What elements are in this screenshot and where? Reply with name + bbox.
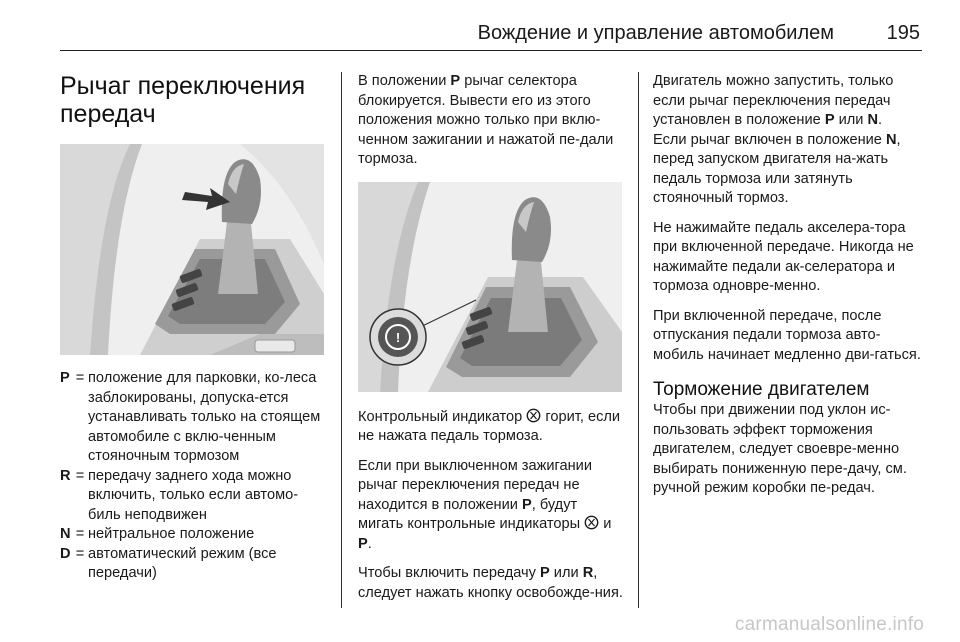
column-divider-2 — [638, 72, 639, 608]
gear-positions-list — [60, 369, 325, 584]
paragraph: В положении P рычаг селектора блокируется. Вывести его из этого положения можно только при вклю-ченном зажигании и нажатой пе-дали тормоза. — [358, 73, 614, 167]
gear-item-r: R = передачу заднего хода можно включить, только если автомо-биль неподвижен — [60, 467, 299, 523]
section-heading: Рычаг переключения передач — [60, 72, 306, 128]
brake-pedal-indicator-icon — [584, 515, 599, 530]
paragraph: Контрольный индикатор горит, если не нажата педаль тормоза. — [358, 408, 621, 444]
page-header — [60, 14, 922, 51]
chapter-title: Вождение и управление автомобилем — [477, 22, 834, 44]
column-1 — [60, 72, 325, 584]
paragraph: Если при выключенном зажигании рычаг переключения передач не находится в положении P, будут мигать контрольные индикаторы и P. — [358, 457, 612, 552]
paragraph: Двигатель можно запустить, только если рычаг переключения передач установлен в положение P или N. — [653, 73, 894, 128]
svg-text:!: ! — [395, 329, 401, 345]
watermark: carmanualsonline.info — [734, 614, 924, 635]
column-divider-1 — [341, 72, 342, 608]
paragraph: При включенной передаче, после отпускания педали тормоза авто-мобиль начинает медленно дви-гаться. — [653, 307, 921, 363]
paragraph: Не нажимайте педаль акселера-тора при включенной передаче. Никогда не нажимайте педали ак-селератора и тормоза одновре-менно. — [653, 219, 914, 294]
gear-lever-illustration — [60, 144, 324, 355]
column-2 — [358, 72, 624, 613]
page-number: 195 — [886, 22, 920, 44]
column-3 — [653, 72, 923, 509]
gear-item-n: N = нейтральное положение — [60, 526, 255, 542]
gear-item-d: D = автоматический режим (все передачи) — [60, 545, 277, 581]
release-button-illustration — [358, 182, 622, 392]
gear-item-p: P = положение для парковки, ко-леса заблокированы, допуска-ется устанавливать только на стоящем автомобиле с вклю-ченным стояночным тормозом — [60, 370, 321, 464]
paragraph: Чтобы при движении под уклон ис-пользовать эффект торможения двигателем, следует своевре-менно выбирать пониженную пере-дачу, см. ручной режим коробки пе-редач. — [653, 402, 907, 496]
brake-pedal-indicator-icon — [526, 408, 541, 423]
paragraph: Если рычаг включен в положение N, перед запуском двигателя на-жать педаль тормоза или затянуть стояночный тормоз. — [653, 131, 901, 206]
subsection-heading: Торможение двигателем — [653, 379, 870, 400]
paragraph: Чтобы включить передачу P или R, следует нажать кнопку освобожде-ния. — [358, 565, 623, 601]
